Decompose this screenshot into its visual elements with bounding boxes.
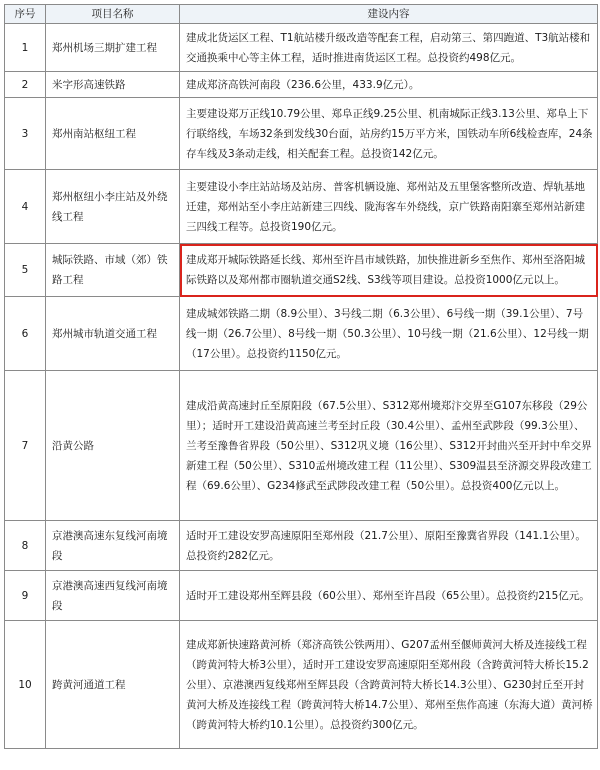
row-project-name: 京港澳高速东复线河南境段 bbox=[46, 521, 180, 571]
header-no: 序号 bbox=[5, 5, 46, 24]
header-project-name: 项目名称 bbox=[46, 5, 180, 24]
row-project-name: 京港澳高速西复线河南境段 bbox=[46, 571, 180, 621]
row-no: 2 bbox=[5, 72, 46, 98]
row-no: 7 bbox=[5, 371, 46, 521]
row-project-name: 跨黄河通道工程 bbox=[46, 621, 180, 749]
row-project-name: 郑州城市轨道交通工程 bbox=[46, 297, 180, 371]
row-no: 9 bbox=[5, 571, 46, 621]
table-row bbox=[5, 24, 598, 72]
table-row bbox=[5, 371, 598, 521]
header-row bbox=[5, 5, 598, 24]
row-content: 建成沿黄高速封丘至原阳段（67.5公里）、S312郑州境郑汴交界至G107东移段（29公里）；适时开工建设沿黄高速兰考至封丘段（30.4公里）、孟州至武陟段（99.3公里）、兰考至豫鲁省界段（50公里）、S312巩义境（16公里）、S312开封曲兴至开封中牟交界新建工程（50公里）、S310孟州境改建工程（11公里）、S309温县至济源交界段改建工程（69.6公里）、G234修武至武陟段改建工程（50公里）。总投资400亿元以上。 bbox=[180, 371, 598, 521]
table-row bbox=[5, 571, 598, 621]
row-content: 建成郑新快速路黄河桥（郑济高铁公铁两用）、G207孟州至偃师黄河大桥及连接线工程（跨黄河特大桥3公里），适时开工建设安罗高速原阳至郑州段（含跨黄河特大桥长15.2公里）、京港澳西复线郑州至辉县段（含跨黄河特大桥长14.3公里）、G230封丘至开封黄河大桥及连接线工程（跨黄河特大桥14.7公里）、郑州至焦作高速（东海大道）黄河桥（跨黄河特大桥约10.1公里）。总投资约300亿元。 bbox=[180, 621, 598, 749]
row-project-name: 城际铁路、市域（郊）铁路工程 bbox=[46, 244, 180, 297]
header-content: 建设内容 bbox=[180, 5, 598, 24]
row-content: 建成郑济高铁河南段（236.6公里，433.9亿元）。 bbox=[180, 72, 598, 98]
row-content-highlighted: 建成郑开城际铁路延长线、郑州至许昌市域铁路，加快推进新乡至焦作、郑州至洛阳城际铁路以及郑州都市圈轨道交通S2线、S3线等项目建设。总投资1000亿元以上。 bbox=[180, 244, 598, 297]
table-row bbox=[5, 72, 598, 98]
row-no: 5 bbox=[5, 244, 46, 297]
row-content: 主要建设小李庄站站场及站房、普客机辆设施、郑州站及五里堡客整所改造、焊轨基地迁建，郑州站至小李庄站新建三四线、陇海客车外绕线，京广铁路南阳寨至郑州站新建三四线工程等。总投资190亿元。 bbox=[180, 170, 598, 244]
table-row bbox=[5, 621, 598, 749]
row-project-name: 郑州南站枢纽工程 bbox=[46, 98, 180, 170]
table-row bbox=[5, 297, 598, 371]
table-row bbox=[5, 98, 598, 170]
table-row bbox=[5, 170, 598, 244]
row-project-name: 郑州机场三期扩建工程 bbox=[46, 24, 180, 72]
row-content: 建成城郊铁路二期（8.9公里）、3号线二期（6.3公里）、6号线一期（39.1公里）、7号线一期（26.7公里）、8号线一期（50.3公里）、10号线一期（21.6公里）、12号线一期（17公里）。总投资约1150亿元。 bbox=[180, 297, 598, 371]
row-no: 8 bbox=[5, 521, 46, 571]
row-no: 10 bbox=[5, 621, 46, 749]
row-content: 建成北货运区工程、T1航站楼升级改造等配套工程，启动第三、第四跑道、T3航站楼和交通换乘中心等主体工程，适时推进南货运区工程。总投资约498亿元。 bbox=[180, 24, 598, 72]
table-row bbox=[5, 521, 598, 571]
row-project-name: 米字形高速铁路 bbox=[46, 72, 180, 98]
projects-table bbox=[4, 4, 598, 749]
row-project-name: 郑州枢纽小李庄站及外绕线工程 bbox=[46, 170, 180, 244]
row-content: 适时开工建设郑州至辉县段（60公里）、郑州至许昌段（65公里）。总投资约215亿元。 bbox=[180, 571, 598, 621]
row-no: 4 bbox=[5, 170, 46, 244]
row-project-name: 沿黄公路 bbox=[46, 371, 180, 521]
row-content: 主要建设郑万正线10.79公里、郑阜正线9.25公里、机南城际正线3.13公里、郑阜上下行联络线，车场32条到发线30台面，站房约15万平方米，国铁动车所6线检查库，24条存车线及3条动走线，相关配套工程。总投资142亿元。 bbox=[180, 98, 598, 170]
row-no: 3 bbox=[5, 98, 46, 170]
row-no: 1 bbox=[5, 24, 46, 72]
table-row-highlighted bbox=[5, 244, 598, 297]
row-content: 适时开工建设安罗高速原阳至郑州段（21.7公里）、原阳至豫冀省界段（141.1公里）。总投资约282亿元。 bbox=[180, 521, 598, 571]
row-no: 6 bbox=[5, 297, 46, 371]
